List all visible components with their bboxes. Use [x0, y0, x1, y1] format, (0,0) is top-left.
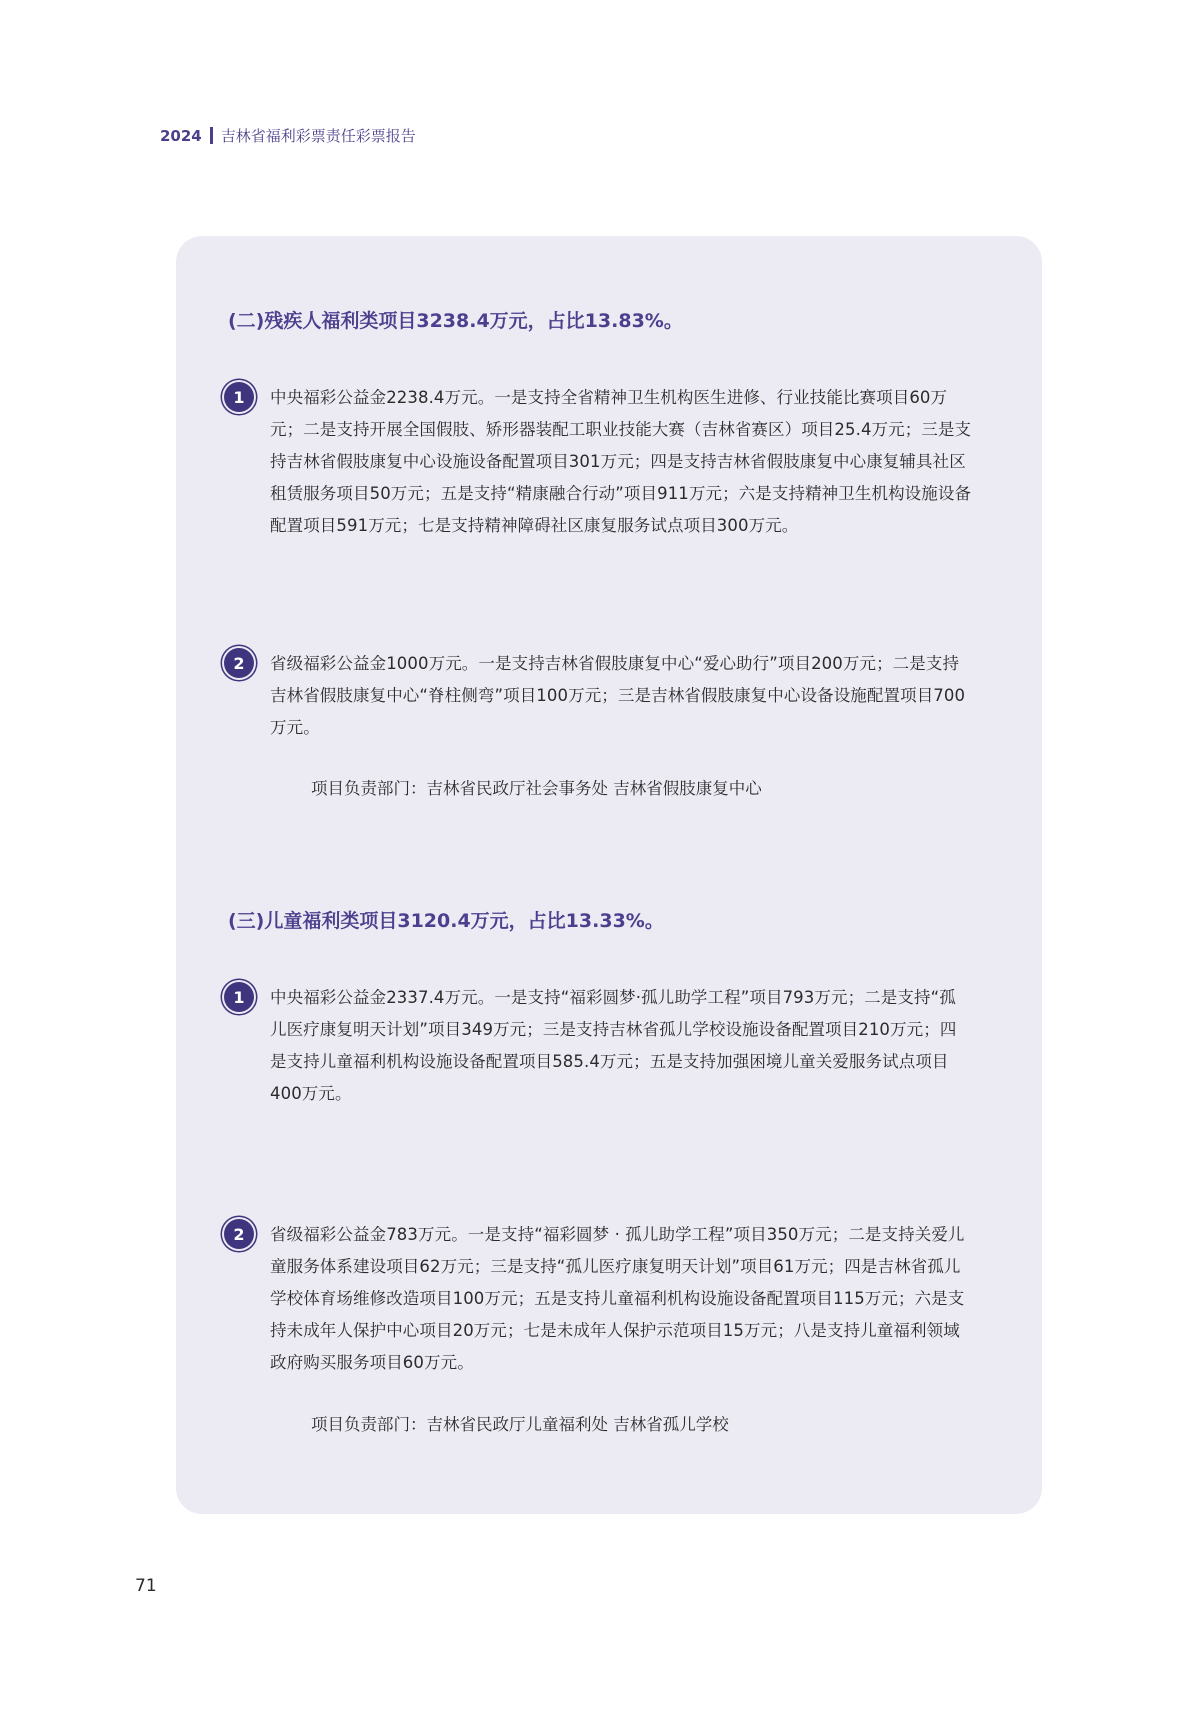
item-number-badge: 1 — [224, 982, 254, 1012]
page-header — [160, 125, 416, 146]
content-card — [176, 236, 1042, 1514]
responsible-department: 项目负责部门：吉林省民政厅社会事务处 吉林省假肢康复中心 — [311, 779, 762, 798]
list-item — [224, 382, 972, 542]
list-item — [224, 982, 972, 1110]
page-number: 71 — [135, 1576, 157, 1596]
responsible-department: 项目负责部门：吉林省民政厅儿童福利处 吉林省孤儿学校 — [311, 1415, 729, 1434]
item-text: 中央福彩公益金2238.4万元。一是支持全省精神卫生机构医生进修、行业技能比赛项目60万元；二是支持开展全国假肢、矫形器装配工职业技能大赛（吉林省赛区）项目25.4万元；三是支持吉林省假肢康复中心设施设备配置项目301万元；四是支持吉林省假肢康复中心康复辅具社区租赁服务项目50万元；五是支持“精康融合行动”项目911万元；六是支持精神卫生机构设施设备配置项目591万元；七是支持精神障碍社区康复服务试点项目300万元。 — [270, 388, 972, 535]
list-item — [224, 1219, 972, 1379]
item-text: 省级福彩公益金783万元。一是支持“福彩圆梦 · 孤儿助学工程”项目350万元；二是支持关爱儿童服务体系建设项目62万元；三是支持“孤儿医疗康复明天计划”项目61万元；四是吉林省孤儿学校体育场维修改造项目100万元；五是支持儿童福利机构设施设备配置项目115万元；六是支持未成年人保护中心项目20万元；七是未成年人保护示范项目15万元；八是支持儿童福利领域政府购买服务项目60万元。 — [270, 1225, 965, 1372]
item-number-badge: 2 — [224, 648, 254, 678]
item-text: 省级福彩公益金1000万元。一是支持吉林省假肢康复中心“爱心助行”项目200万元；二是支持吉林省假肢康复中心“脊柱侧弯”项目100万元；三是吉林省假肢康复中心设备设施配置项目700万元。 — [270, 654, 966, 737]
section-title-child-welfare: (三)儿童福利类项目3120.4万元，占比13.33%。 — [228, 910, 664, 932]
report-year: 2024 — [160, 126, 202, 145]
item-number-badge: 2 — [224, 1219, 254, 1249]
report-title: 吉林省福利彩票责任彩票报告 — [220, 127, 416, 145]
list-item — [224, 648, 972, 744]
item-text: 中央福彩公益金2337.4万元。一是支持“福彩圆梦·孤儿助学工程”项目793万元；二是支持“孤儿医疗康复明天计划”项目349万元；三是支持吉林省孤儿学校设施设备配置项目210万元；四是支持儿童福利机构设施设备配置项目585.4万元；五是支持加强困境儿童关爱服务试点项目400万元。 — [270, 988, 957, 1103]
section-title-disabled-welfare: (二)残疾人福利类项目3238.4万元，占比13.83%。 — [228, 310, 683, 332]
item-number-badge: 1 — [224, 382, 254, 412]
header-divider — [210, 127, 213, 144]
